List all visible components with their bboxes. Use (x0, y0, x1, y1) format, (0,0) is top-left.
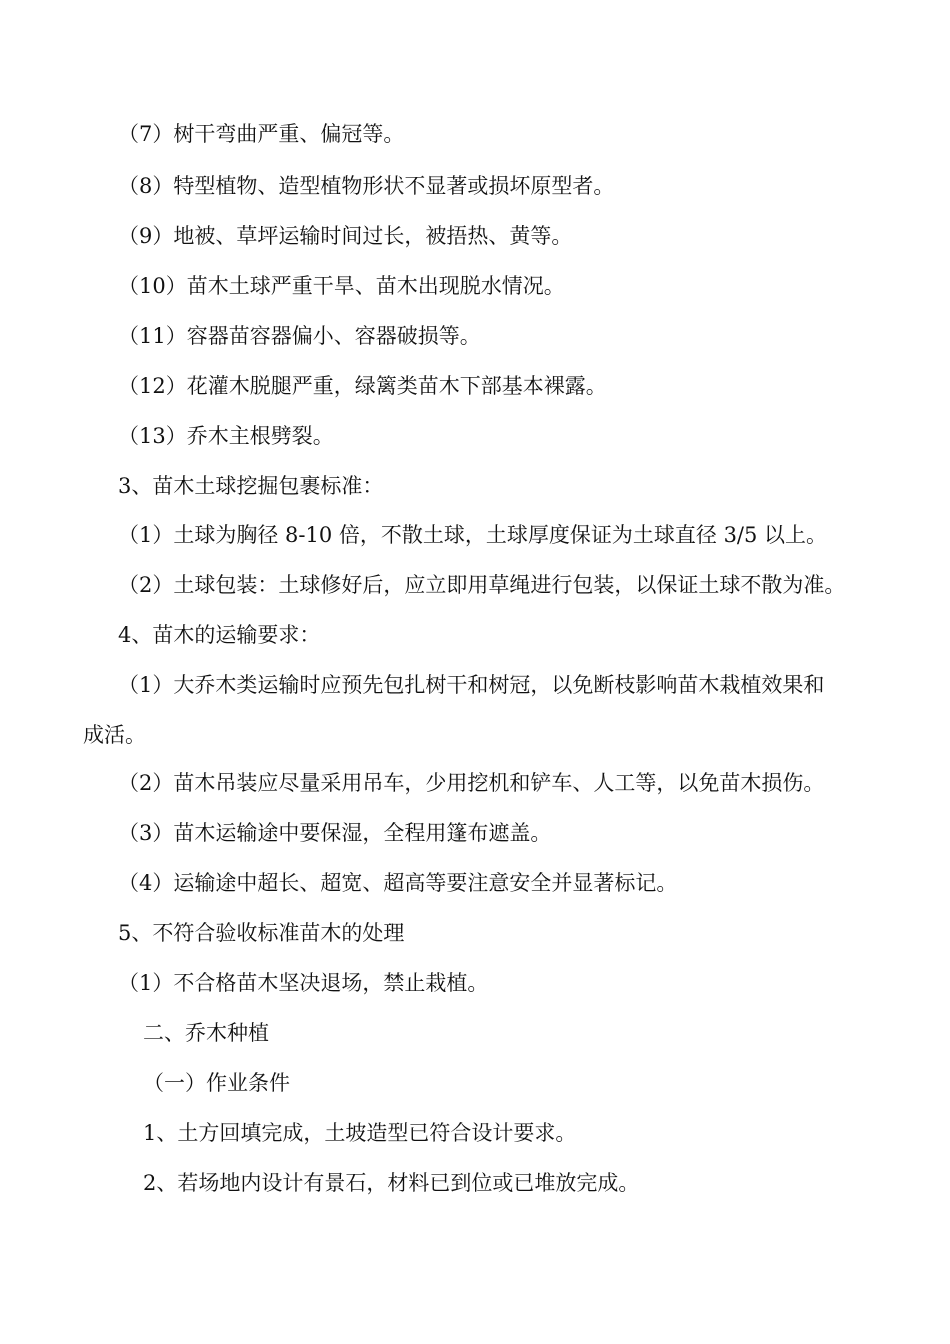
text-line-cond-1: 1、土方回填完成，土坡造型已符合设计要求。 (143, 1121, 577, 1145)
text-line-3-2: （2）土球包装：土球修好后，应立即用草绳进行包装，以保证土球不散为准。 (118, 573, 846, 597)
text-line-7: （7）树干弯曲严重、偏冠等。 (118, 122, 405, 146)
text-line-5-1: （1）不合格苗木坚决退场，禁止栽植。 (118, 971, 489, 995)
text-line-4-3: （3）苗木运输途中要保湿，全程用篷布遮盖。 (118, 821, 552, 845)
text-line-13: （13）乔木主根劈裂。 (118, 424, 334, 448)
text-line-12: （12）花灌木脱腿严重，绿篱类苗木下部基本裸露。 (118, 374, 607, 398)
text-line-4-1-cont: 成活。 (83, 723, 146, 747)
text-line-11: （11）容器苗容器偏小、容器破损等。 (118, 324, 481, 348)
section-heading-4: 4、苗木的运输要求： (118, 623, 321, 647)
subsection-heading-1: （一）作业条件 (143, 1071, 290, 1095)
section-heading-3: 3、苗木土球挖掘包裹标准： (118, 474, 384, 498)
section-heading-5: 5、不符合验收标准苗木的处理 (118, 921, 405, 945)
text-line-4-2: （2）苗木吊装应尽量采用吊车，少用挖机和铲车、人工等，以免苗木损伤。 (118, 771, 825, 795)
text-line-9: （9）地被、草坪运输时间过长，被捂热、黄等。 (118, 224, 573, 248)
text-line-cond-2: 2、若场地内设计有景石，材料已到位或已堆放完成。 (143, 1171, 640, 1195)
text-line-4-1: （1）大乔木类运输时应预先包扎树干和树冠，以免断枝影响苗木栽植效果和 (118, 673, 825, 697)
chapter-heading-2: 二、乔木种植 (143, 1021, 269, 1045)
text-line-10: （10）苗木土球严重干旱、苗木出现脱水情况。 (118, 274, 565, 298)
text-line-4-4: （4）运输途中超长、超宽、超高等要注意安全并显著标记。 (118, 871, 678, 895)
text-line-8: （8）特型植物、造型植物形状不显著或损坏原型者。 (118, 174, 615, 198)
text-line-3-1: （1）土球为胸径 8-10 倍，不散土球，土球厚度保证为土球直径 3/5 以上。 (118, 523, 828, 547)
